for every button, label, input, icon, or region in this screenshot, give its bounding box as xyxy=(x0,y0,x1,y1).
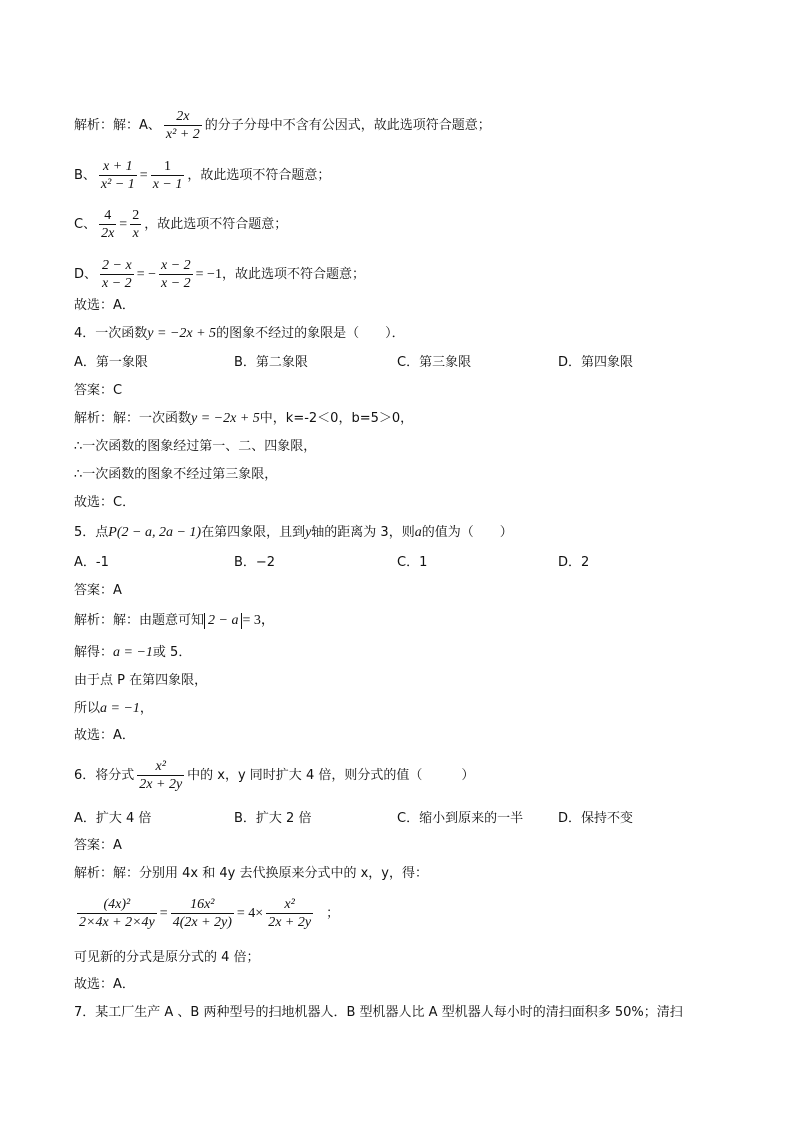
fraction: $\frac{2 - x}{x - 2}$ xyxy=(102,258,132,291)
fraction: $\frac{2}{x}$ xyxy=(132,208,140,241)
fraction: $\frac{x + 1}{\text{x² − 1}}$ xyxy=(100,159,135,192)
question-4-stem: 4．一次函数y = −2x + 5的图象不经过的象限是（ ）． xyxy=(74,326,405,341)
question-7-stem: 7．某工厂生产 A 、B 两种型号的扫地机器人．B 型机器人比 A 型机器人每小时的清扫面积多 50%；清扫 xyxy=(74,1005,683,1020)
analysis-line-d: D、 $\frac{2 - x}{x - 2}$ = − $\frac{x - 2}{x - 2}$ = −1，故此选项不符合题意； xyxy=(74,258,365,291)
q4-option-d: D．第四象限 xyxy=(558,355,634,370)
fraction: $\frac{2x}{\text{x² + 2}}$ xyxy=(165,109,200,142)
q6-option-b: B．扩大 2 倍 xyxy=(234,811,312,826)
absolute-value: 2 − a xyxy=(204,613,242,629)
q4-option-b: B．第二象限 xyxy=(234,355,308,370)
fraction: $\frac{\text{x²}}{2x + 2y}$ xyxy=(268,897,312,930)
q5-option-b: B．−2 xyxy=(234,555,276,570)
q4-option-a: A．第一象限 xyxy=(74,355,148,370)
question-6-stem: 6．将分式 $\frac{\text{x²}}{2x + 2y}$ 中的 x，y 同时扩大 4 倍，则分式的值（ ） xyxy=(74,759,475,792)
q6-answer: 答案：A xyxy=(74,838,122,853)
q6-analysis-1: 解析：解：分别用 4x 和 4y 去代换原来分式中的 x，y，得： xyxy=(74,866,428,881)
q6-option-a: A．扩大 4 倍 xyxy=(74,811,152,826)
q5-analysis-4: 所以a = −1， xyxy=(74,701,153,716)
q4-analysis-2: ∴一次函数的图象经过第一、二、四象限， xyxy=(74,439,317,454)
fraction: $\frac{\text{x²}}{2x + 2y}$ xyxy=(139,759,183,792)
q5-analysis-3: 由于点 P 在第四象限， xyxy=(74,673,208,688)
q4-analysis-1: 解析：解：一次函数y = −2x + 5中，k=-2＜0，b=5＞0， xyxy=(74,411,414,426)
fraction: $\frac{\text{(4x)²}}{2\times 4x + 2\times 4y}$ xyxy=(79,897,155,930)
q4-analysis-3: ∴一次函数的图象不经过第三象限， xyxy=(74,467,278,482)
q6-analysis-3: 可见新的分式是原分式的 4 倍； xyxy=(74,950,260,965)
q5-option-a: A．-1 xyxy=(74,555,109,570)
q5-answer: 答案：A xyxy=(74,583,122,598)
q6-option-d: D．保持不变 xyxy=(558,811,634,826)
q6-analysis-2: $\frac{\text{(4x)²}}{2\times 4x + 2\times 4y}$ = $\frac{\text{16x²}}{4(2x + 2y)}$ = 4× $\frac{\text{x²}}{2x + 2y}$ ； xyxy=(79,897,340,930)
analysis-line-c: C、 $\frac{4}{2x}$ = $\frac{2}{x}$ ，故此选项不符合题意； xyxy=(74,208,288,241)
analysis-line-a: 解析：解：A、 $\frac{2x}{\text{x² + 2}}$ 的分子分母中不含有公因式，故此选项符合题意； xyxy=(74,109,491,142)
choose-6: 故选：A． xyxy=(74,977,135,992)
q4-answer: 答案：C xyxy=(74,383,123,398)
fraction: $\frac{x - 2}{x - 2}$ xyxy=(160,258,191,291)
choose-4: 故选：C． xyxy=(74,495,136,510)
analysis-line-b: B、 $\frac{x + 1}{\text{x² − 1}}$ = $\frac{1}{x - 1}$ ，故此选项不符合题意； xyxy=(74,159,331,192)
choose-3: 故选：A． xyxy=(74,298,135,313)
q5-analysis-1: 解析：解：由题意可知 2 − a = 3， xyxy=(74,613,275,628)
q5-option-c: C．1 xyxy=(397,555,428,570)
fraction: $\frac{1}{x - 1}$ xyxy=(152,159,183,192)
question-5-stem: 5．点P(2 − a, 2a − 1)在第四象限，且到y轴的距离为 3，则a的值为（ ） xyxy=(74,525,513,540)
q5-analysis-2: 解得：a = −1或 5． xyxy=(74,645,192,660)
choose-5: 故选：A． xyxy=(74,728,135,743)
q6-option-c: C．缩小到原来的一半 xyxy=(397,811,524,826)
fraction: $\frac{4}{2x}$ xyxy=(101,208,115,241)
fraction: $\frac{\text{16x²}}{4(2x + 2y)}$ xyxy=(172,897,232,930)
q5-option-d: D．2 xyxy=(558,555,590,570)
q4-option-c: C．第三象限 xyxy=(397,355,472,370)
